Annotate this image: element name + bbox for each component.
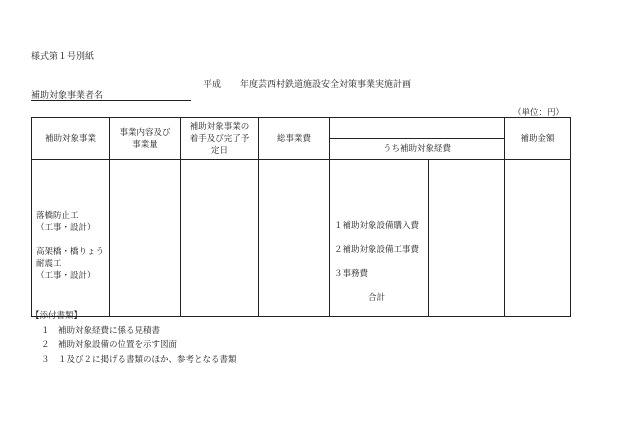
header-schedule: 補助対象事業の着手及び完了予定日 bbox=[181, 118, 259, 160]
form-label: 様式第１号別紙 bbox=[31, 52, 95, 62]
subsidy-amount-cell[interactable] bbox=[505, 160, 571, 317]
total-cost-cell[interactable] bbox=[259, 160, 330, 317]
attachments-title: 【添付書類】 bbox=[31, 311, 83, 321]
attachment-item-1: １ 補助対象経費に係る見積書 bbox=[41, 325, 161, 336]
header-subsidy-cost: うち補助対象経費 bbox=[330, 139, 505, 160]
attachment-item-3: ３ １及び２に掲げる書類のほか、参考となる書類 bbox=[41, 354, 237, 365]
header-blank bbox=[330, 118, 505, 139]
header-subsidy-amount: 補助金額 bbox=[505, 118, 571, 160]
project-2-name: 高架橋・橋りょう bbox=[36, 247, 105, 257]
operator-name-field[interactable] bbox=[31, 88, 191, 101]
header-project: 補助対象事業 bbox=[32, 118, 110, 160]
attachments-section bbox=[31, 309, 237, 367]
plan-table bbox=[31, 117, 571, 317]
project-2-detail: （工事・設計） bbox=[36, 271, 96, 281]
cost-item-1: １補助対象設備購入費 bbox=[334, 221, 420, 231]
cost-items-cell bbox=[330, 160, 429, 317]
project-list bbox=[32, 160, 110, 317]
plan-title: 年度芸西村鉄道施設安全対策事業実施計画 bbox=[240, 80, 412, 90]
unit-label: （単位：円） bbox=[513, 108, 565, 118]
header-content: 事業内容及び事業量 bbox=[110, 118, 181, 160]
cost-item-3: ３事務費 bbox=[334, 269, 369, 279]
project-1-name: 落橋防止工 bbox=[36, 211, 79, 221]
project-2-name-cont: 耐震工 bbox=[36, 259, 62, 269]
content-cell[interactable] bbox=[110, 160, 181, 317]
cost-item-2: ２補助対象設備工事費 bbox=[334, 245, 420, 255]
subsidy-cost-cell[interactable] bbox=[429, 160, 505, 317]
operator-name-label: 補助対象事業者名 bbox=[31, 91, 104, 101]
attachment-item-2: ２ 補助対象設備の位置を示す図面 bbox=[41, 340, 178, 350]
total-label: 合計 bbox=[368, 293, 386, 303]
schedule-cell[interactable] bbox=[181, 160, 259, 317]
project-1-detail: （工事・設計） bbox=[36, 223, 96, 233]
era-label: 平成 bbox=[203, 80, 222, 90]
header-total-cost: 総事業費 bbox=[259, 118, 330, 160]
